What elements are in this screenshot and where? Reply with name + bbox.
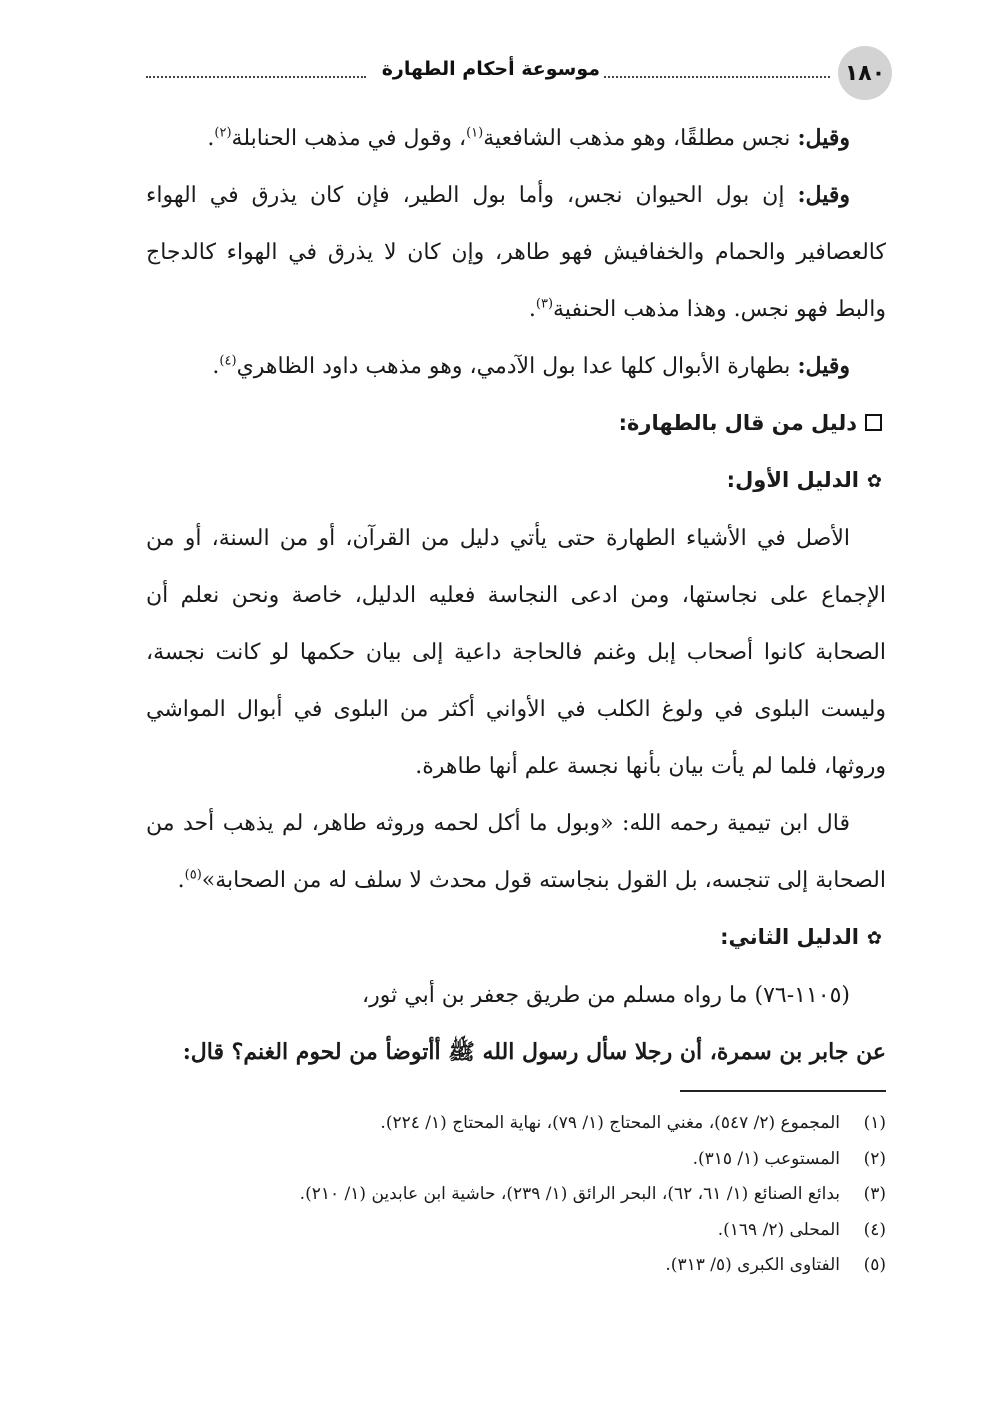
footnote-number: (٣) [863,1184,886,1204]
footnotes [126,1106,886,1284]
footnote-number: (١) [863,1113,886,1133]
hadith-chain: (١١٠٥-٧٦) ما رواه مسلم من طريق جعفر بن أبي ثور، [362,983,850,1008]
footnote-item [126,1248,886,1284]
hadith-text: عن جابر بن سمرة، أن رجلا سأل رسول الله ﷺ أأتوضأ من لحوم الغنم؟ قال: [182,1039,886,1065]
paragraph-lead: وقيل: [797,353,850,379]
paragraph-5 [146,795,886,909]
header-dotted-rule-left [146,76,366,78]
footnote-text: المستوعب (١/ ٣١٥). [692,1148,840,1169]
section-heading-text: دليل من قال بالطهارة: [618,411,857,435]
paragraph-text: . [177,868,185,893]
paragraph-text: بطهارة الأبوال كلها عدا بول الآدمي، وهو مذهب داود الظاهري [236,354,798,379]
footnote-item [126,1142,886,1178]
paragraph-4: الأصل في الأشياء الطهارة حتى يأتي دليل من القرآن، أو من السنة، أو من الإجماع على نجاستها، ومن ادعى النجاسة فعليه الدليل، خاصة ونحن نعلم أن الصحابة كانوا أصحاب إبل وغنم فالحاجة داعية إلى بيان حكمها لو كانت نجسة، وليست البلوى في ولوغ الكلب في الأواني أكثر من البلوى في أبوال المواشي وروثها، فلما لم يأت بيان بأنها نجسة علم أنها طاهرة. [146,526,886,779]
leaf-icon: ✿ [866,928,882,949]
leaf-icon: ✿ [866,471,882,492]
evidence-heading-text: الدليل الأول: [726,468,859,492]
footnote-ref: (٥) [184,867,202,883]
paragraph-1 [146,110,886,167]
header-title: موسوعة أحكام الطهارة [381,58,600,80]
footnote-item [126,1177,886,1213]
footnote-number: (٥) [863,1255,886,1275]
paragraph-text: . [212,354,220,379]
paragraph-text: إن بول الحيوان نجس، وأما بول الطير، فإن كان يذرق في الهواء كالعصافير والحمام والخفافيش فهو طاهر، وإن كان لا يذرق في الهواء كالدجاج والبط فهو نجس. وهذا مذهب الحنفية [146,183,886,322]
paragraph-lead: وقيل: [797,182,850,208]
evidence-heading-text: الدليل الثاني: [720,925,859,949]
footnote-number: (٤) [863,1219,886,1240]
footnote-ref: (١) [466,125,484,141]
paragraph-text: . [528,297,536,322]
footnote-item [126,1213,886,1249]
checkbox-icon [865,414,882,431]
footnote-ref: (٤) [219,353,237,369]
footnote-text: بدائع الصنائع (١/ ٦١، ٦٢)، البحر الرائق (١/ ٢٣٩)، حاشية ابن عابدين (١/ ٢١٠). [299,1184,840,1204]
footnote-ref: (٣) [535,296,554,312]
paragraph-text: نجس مطلقًا، وهو مذهب الشافعية [483,126,798,151]
footnote-item [126,1106,886,1142]
footnote-separator [680,1090,886,1092]
paragraph-text: قال ابن تيمية رحمه الله: «وبول ما أكل لحمه وروثه طاهر، لم يذهب أحد من الصحابة إلى تنجسه، بل القول بنجاسته قول محدث لا سلف له من الصحابة» [146,811,886,893]
paragraph-3 [146,338,886,395]
footnote-text: الفتاوى الكبرى (٥/ ٣١٣). [665,1255,840,1275]
footnote-text: المجموع (٢/ ٥٤٧)، مغني المحتاج (١/ ٧٩)، نهاية المحتاج (١/ ٢٢٤). [380,1113,840,1133]
paragraph-text: ، وقول في مذهب الحنابلة [231,126,467,151]
paragraph-lead: وقيل: [797,125,850,151]
paragraph-text: . [207,126,215,151]
header-dotted-rule-right [604,76,830,78]
page-number-badge: ١٨٠ [838,46,892,100]
main-text [146,110,886,1081]
paragraph-2 [146,167,886,338]
page-header [140,46,892,100]
footnote-number: (٢) [863,1148,886,1169]
footnote-text: المحلى (٢/ ١٦٩). [717,1219,840,1240]
evidence-heading-1 [146,452,886,510]
evidence-heading-2 [146,909,886,967]
footnote-ref: (٢) [214,125,232,141]
section-heading [146,395,886,452]
